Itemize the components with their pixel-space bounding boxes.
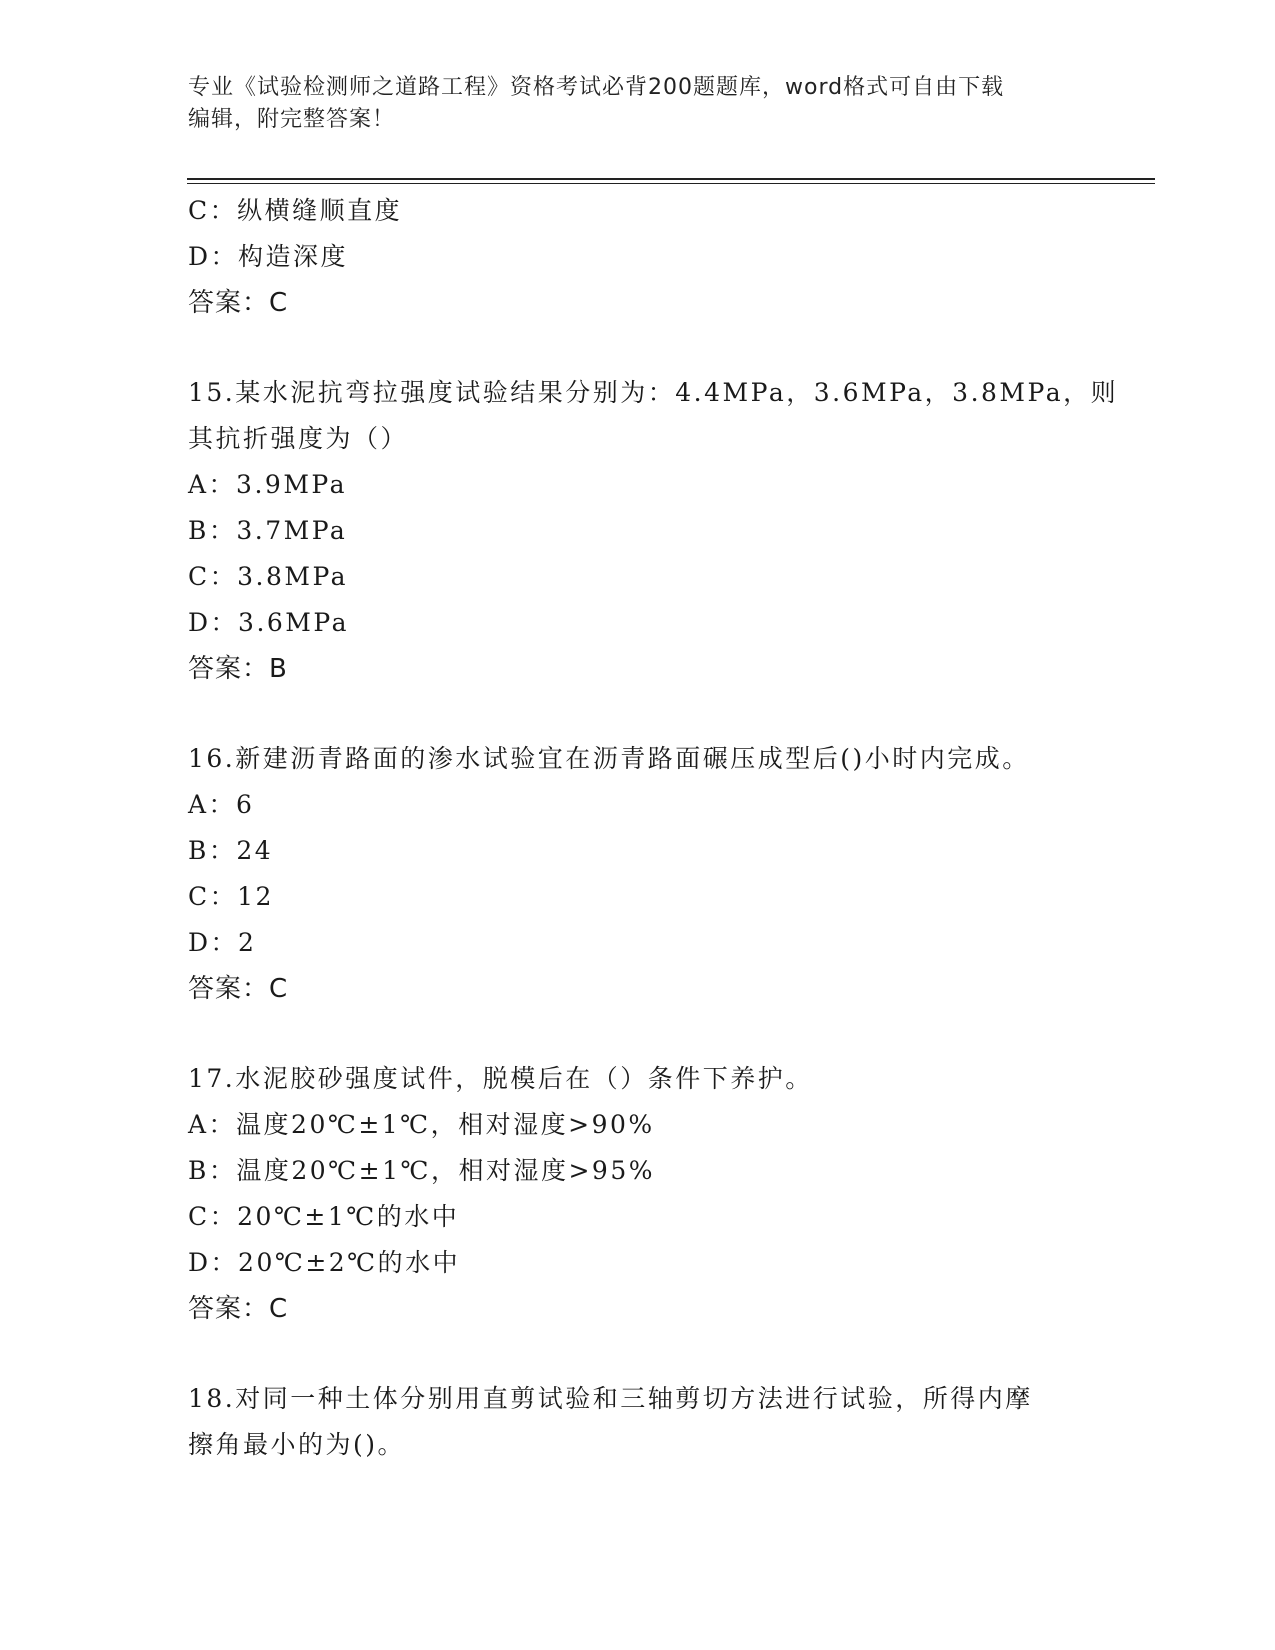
text-line: D：3.6MPa: [188, 608, 350, 637]
text-line: 17.水泥胶砂强度试件，脱模后在（）条件下养护。: [188, 1064, 813, 1093]
text-line: B：24: [188, 836, 274, 865]
text-line: C：3.8MPa: [188, 562, 349, 591]
text-line: C：12: [188, 882, 274, 911]
text-line: D：2: [188, 928, 257, 957]
question-spacer: [188, 1012, 1088, 1056]
question-spacer: [188, 326, 1088, 370]
question-spacer: [188, 1332, 1088, 1376]
header-line-1: 专业《试验检测师之道路工程》资格考试必背200题题库，word格式可自由下载: [188, 75, 1005, 100]
header-divider-thin: [187, 183, 1155, 184]
text-line: C：20℃±1℃的水中: [188, 1202, 460, 1231]
answer-line: 答案：C: [188, 288, 289, 318]
text-line: D：构造深度: [188, 242, 349, 271]
text-line: B：温度20℃±1℃，相对湿度>95%: [188, 1156, 655, 1185]
text-line: 15.某水泥抗弯拉强度试验结果分别为：4.4MPa，3.6MPa，3.8MPa，则: [188, 378, 1119, 407]
text-line: A：3.9MPa: [188, 470, 348, 499]
text-line: 其抗折强度为（）: [188, 424, 409, 453]
text-line: B：3.7MPa: [188, 516, 348, 545]
text-line: A：温度20℃±1℃，相对湿度>90%: [188, 1110, 655, 1139]
document-body: [188, 188, 1119, 1468]
page-header: [188, 72, 1088, 136]
text-line: A：6: [188, 790, 255, 819]
header-line-2: 编辑，附完整答案！: [188, 107, 396, 132]
text-line: 擦角最小的为()。: [188, 1430, 406, 1459]
question-spacer: [188, 692, 1088, 736]
text-line: 16.新建沥青路面的渗水试验宜在沥青路面碾压成型后()小时内完成。: [188, 744, 1030, 773]
header-divider: [187, 178, 1155, 180]
text-line: 18.对同一种土体分别用直剪试验和三轴剪切方法进行试验，所得内摩: [188, 1384, 1033, 1413]
text-line: C：纵横缝顺直度: [188, 196, 403, 225]
text-line: D：20℃±2℃的水中: [188, 1248, 461, 1277]
answer-line: 答案：B: [188, 654, 288, 684]
answer-line: 答案：C: [188, 974, 289, 1004]
answer-line: 答案：C: [188, 1294, 289, 1324]
